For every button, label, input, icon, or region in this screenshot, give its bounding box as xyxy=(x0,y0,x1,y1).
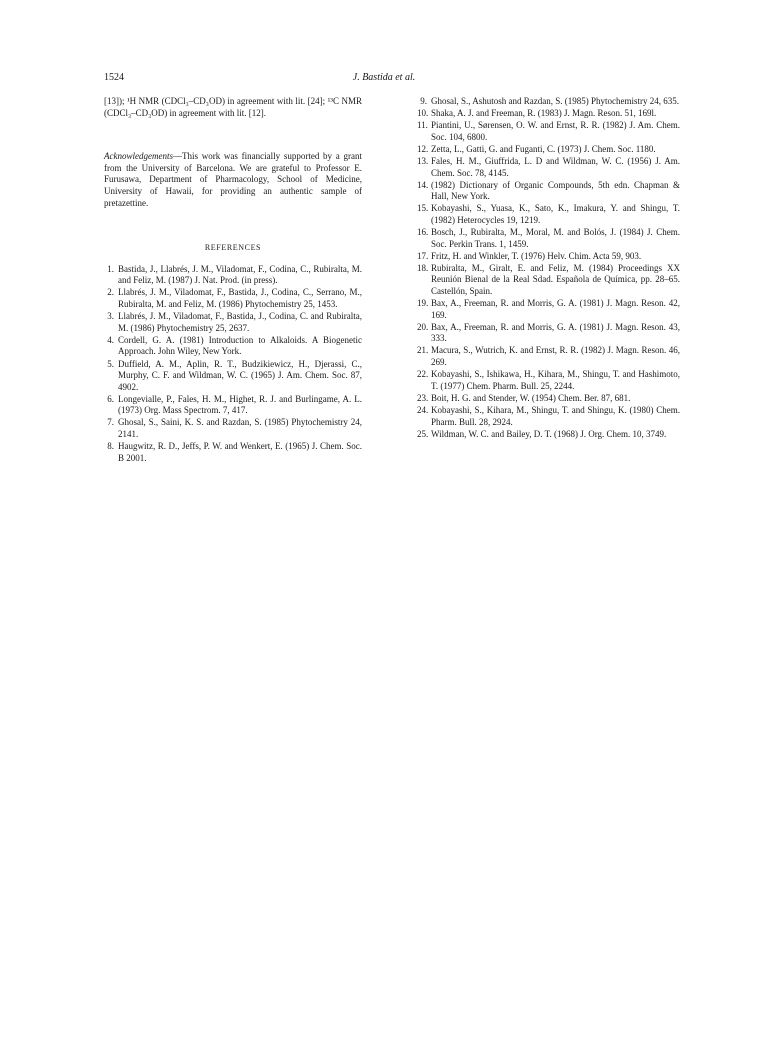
reference-number: 18. xyxy=(417,262,429,273)
reference-number: 15. xyxy=(417,203,429,214)
intro-paragraph: [13]); ¹H NMR (CDCl₃–CD₃OD) in agreement with lit. [24]; ¹³C NMR (CDCl₃–CD₃OD) in agreement with lit. [12]. xyxy=(104,96,362,118)
page-number: 1524 xyxy=(104,72,124,83)
reference-text: Wildman, W. C. and Bailey, D. T. (1968) J. Org. Chem. 10, 3749. xyxy=(431,428,667,439)
reference-item xyxy=(417,108,680,120)
reference-text: Macura, S., Wutrich, K. and Ernst, R. R. (1982) J. Magn. Reson. 46, 269. xyxy=(431,345,680,368)
reference-number: 2. xyxy=(107,287,114,298)
reference-text: Ghosal, S., Ashutosh and Razdan, S. (1985) Phytochemistry 24, 635. xyxy=(431,96,679,106)
reference-text: Longevialle, P., Fales, H. M., Highet, R. J. and Burlingame, A. L. (1973) Org. Mass Spectrom. 7, 417. xyxy=(118,393,362,416)
reference-item xyxy=(417,227,680,250)
reference-number: 16. xyxy=(417,227,429,238)
reference-number: 14. xyxy=(417,179,429,190)
reference-item xyxy=(104,335,362,358)
reference-item xyxy=(104,359,362,394)
reference-item xyxy=(417,144,680,156)
reference-number: 19. xyxy=(417,298,429,309)
reference-list-left xyxy=(104,264,362,465)
reference-item xyxy=(417,322,680,345)
reference-text: Piantini, U., Sørensen, O. W. and Ernst, R. R. (1982) J. Am. Chem. Soc. 104, 6800. xyxy=(431,120,680,142)
reference-number: 4. xyxy=(107,334,114,345)
right-column xyxy=(417,96,680,441)
reference-item xyxy=(417,429,680,441)
reference-text: Cordell, G. A. (1981) Introduction to Alkaloids. A Biogenetic Approach. John Wiley, New York. xyxy=(118,334,362,357)
reference-list-right xyxy=(417,96,680,440)
reference-number: 12. xyxy=(417,143,429,154)
reference-item xyxy=(104,441,362,464)
reference-text: Kobayashi, S., Yuasa, K., Sato, K., Imakura, Y. and Shingu, T. (1982) Heterocycles 19, 1219. xyxy=(431,203,680,225)
acknowledgements-heading: Acknowledgements xyxy=(104,151,173,162)
reference-item xyxy=(104,394,362,417)
reference-text: Bosch, J., Rubiralta, M., Moral, M. and Bolós, J. (1984) J. Chem. Soc. Perkin Trans. 1, 1459. xyxy=(431,227,680,249)
reference-text: Bax, A., Freeman, R. and Morris, G. A. (1981) J. Magn. Reson. 42, 169. xyxy=(431,298,680,320)
reference-number: 10. xyxy=(417,108,429,119)
running-head: J. Bastida et al. xyxy=(352,72,416,83)
reference-text: Bastida, J., Llabrés, J. M., Viladomat, F., Codina, C., Rubiralta, M. and Feliz, M. (1987) J. Nat. Prod. (in press). xyxy=(118,263,362,286)
reference-item xyxy=(417,393,680,405)
reference-text: Fritz, H. and Winkler, T. (1976) Helv. Chim. Acta 59, 903. xyxy=(431,250,642,261)
reference-number: 20. xyxy=(417,321,429,332)
reference-number: 23. xyxy=(417,392,429,403)
acknowledgements xyxy=(104,151,362,209)
reference-text: Ghosal, S., Saini, K. S. and Razdan, S. (1985) Phytochemistry 24, 2141. xyxy=(118,417,362,440)
reference-number: 1. xyxy=(107,263,114,274)
acknowledgements-body: —This work was financially supported by a grant from the University of Barcelona. We are grateful to Professor E. Furusawa, Department of Pharmacology, School of Medicine, University of Hawaii, for providing an authentic sample of pretazettine. xyxy=(104,151,362,208)
reference-number: 9. xyxy=(420,96,427,106)
reference-text: Llabrés, J. M., Viladomat, F., Bastida, J., Codina, C., Serrano, M., Rubiralta, M. and Feliz, M. (1986) Phytochemistry 25, 1453. xyxy=(118,287,362,310)
reference-item xyxy=(417,96,680,108)
reference-text: Bax, A., Freeman, R. and Morris, G. A. (1981) J. Magn. Reson. 43, 333. xyxy=(431,321,680,344)
reference-number: 6. xyxy=(107,393,114,404)
reference-item xyxy=(417,345,680,368)
reference-item xyxy=(417,369,680,392)
reference-text: Haugwitz, R. D., Jeffs, P. W. and Wenkert, E. (1965) J. Chem. Soc. B 2001. xyxy=(118,441,362,463)
reference-item xyxy=(417,203,680,226)
reference-number: 13. xyxy=(417,155,429,166)
reference-number: 24. xyxy=(417,404,429,415)
reference-text: Boit, H. G. and Stender, W. (1954) Chem. Ber. 87, 681. xyxy=(431,392,631,403)
reference-item xyxy=(417,405,680,428)
reference-item xyxy=(104,264,362,287)
references-title: REFERENCES xyxy=(204,243,262,253)
reference-number: 21. xyxy=(417,345,429,356)
reference-item xyxy=(417,180,680,203)
reference-item xyxy=(417,251,680,263)
reference-number: 22. xyxy=(417,369,429,380)
reference-text: Kobayashi, S., Kihara, M., Shingu, T. and Shingu, K. (1980) Chem. Pharm. Bull. 28, 2924. xyxy=(431,404,680,427)
reference-text: Duffield, A. M., Aplin, R. T., Budzikiewicz, H., Djerassi, C., Murphy, C. F. and Wildman, W. C. (1965) J. Am. Chem. Soc. 87, 4902. xyxy=(118,358,362,392)
reference-item xyxy=(104,311,362,334)
reference-item xyxy=(417,156,680,179)
reference-text: Zetta, L., Gatti, G. and Fuganti, C. (1973) J. Chem. Soc. 1180. xyxy=(431,143,656,154)
reference-text: Fales, H. M., Giuffrida, L. D and Wildman, W. C. (1956) J. Am. Chem. Soc. 78, 4145. xyxy=(431,155,680,178)
reference-text: (1982) Dictionary of Organic Compounds, 5th edn. Chapman & Hall, New York. xyxy=(431,179,680,202)
reference-item xyxy=(417,263,680,298)
page-header xyxy=(104,72,664,86)
reference-text: Llabrés, J. M., Viladomat, F., Bastida, J., Codina, C. and Rubiralta, M. (1986) Phytochemistry 25, 2637. xyxy=(118,311,362,333)
left-column xyxy=(104,96,362,465)
reference-number: 17. xyxy=(417,250,429,261)
reference-text: Shaka, A. J. and Freeman, R. (1983) J. Magn. Reson. 51, 169l. xyxy=(431,108,657,119)
reference-number: 11. xyxy=(417,120,428,131)
reference-text: Kobayashi, S., Ishikawa, H., Kihara, M., Shingu, T. and Hashimoto, T. (1977) Chem. Pharm. Bull. 25, 2244. xyxy=(431,369,680,391)
reference-item xyxy=(104,417,362,440)
reference-number: 3. xyxy=(107,311,114,322)
reference-text: Rubiralta, M., Giralt, E. and Feliz, M. (1984) Proceedings XX Reunión Bienal de la Real Sdad. Española de Química, pp. 28–65. Castellón, Spain. xyxy=(431,262,680,296)
reference-item xyxy=(417,120,680,143)
reference-number: 25. xyxy=(417,428,429,439)
reference-number: 8. xyxy=(107,441,114,452)
reference-item xyxy=(417,298,680,321)
reference-number: 5. xyxy=(107,358,114,369)
reference-number: 7. xyxy=(107,417,114,428)
reference-item xyxy=(104,287,362,310)
